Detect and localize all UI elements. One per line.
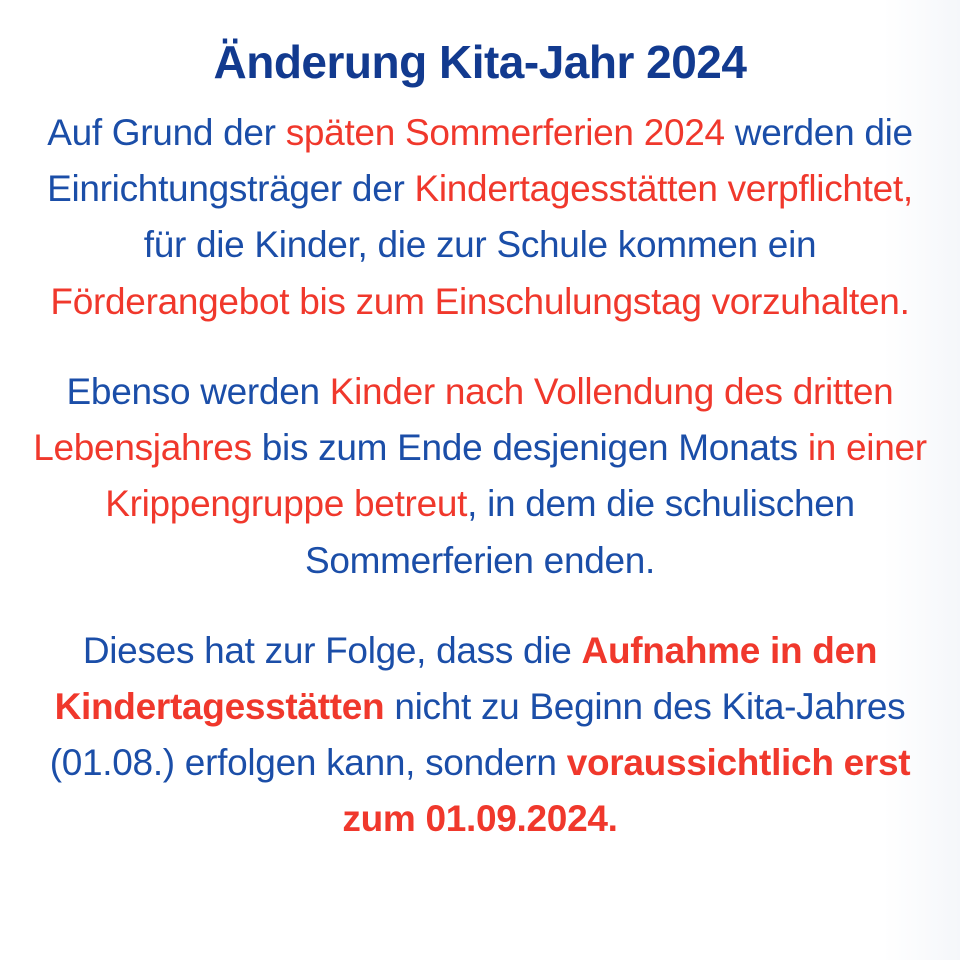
text-run: in einer Krippengruppe betreut <box>105 427 927 525</box>
text-run: späten Sommerferien 2024 <box>285 111 725 153</box>
text-run: Kinder nach Vollendung des dritten Lebensjahres <box>33 370 894 469</box>
paragraph-1 <box>28 105 932 330</box>
text-run: voraussichtlich erst zum 01.09.2024. <box>342 742 911 840</box>
text-run: nicht zu Beginn des Kita-Jahres (01.08.) erfolgen kann, sondern <box>49 686 906 784</box>
text-run: Kindertagesstätten verpflichtet, <box>414 168 913 210</box>
text-run: für die Kinder, die zur Schule kommen ein <box>143 224 817 266</box>
text-run: , in dem die schulischen Sommerferien enden. <box>304 483 855 581</box>
text-run: Ebenso werden <box>66 370 330 412</box>
text-run: Aufnahme in den Kindertagesstätten <box>54 629 878 727</box>
notice-body <box>28 105 932 848</box>
text-run: Dieses hat zur Folge, dass die <box>82 629 582 671</box>
paragraph-2 <box>28 364 932 589</box>
text-run: bis zum Ende desjenigen Monats <box>251 427 808 469</box>
text-run: Förderangebot bis zum Einschulungstag vorzuhalten. <box>50 280 910 322</box>
text-run: Auf Grund der <box>47 111 286 153</box>
paragraph-3 <box>28 623 932 848</box>
page-title: Änderung Kita-Jahr 2024 <box>213 36 747 88</box>
text-run: werden die Einrichtungsträger der <box>47 111 913 210</box>
